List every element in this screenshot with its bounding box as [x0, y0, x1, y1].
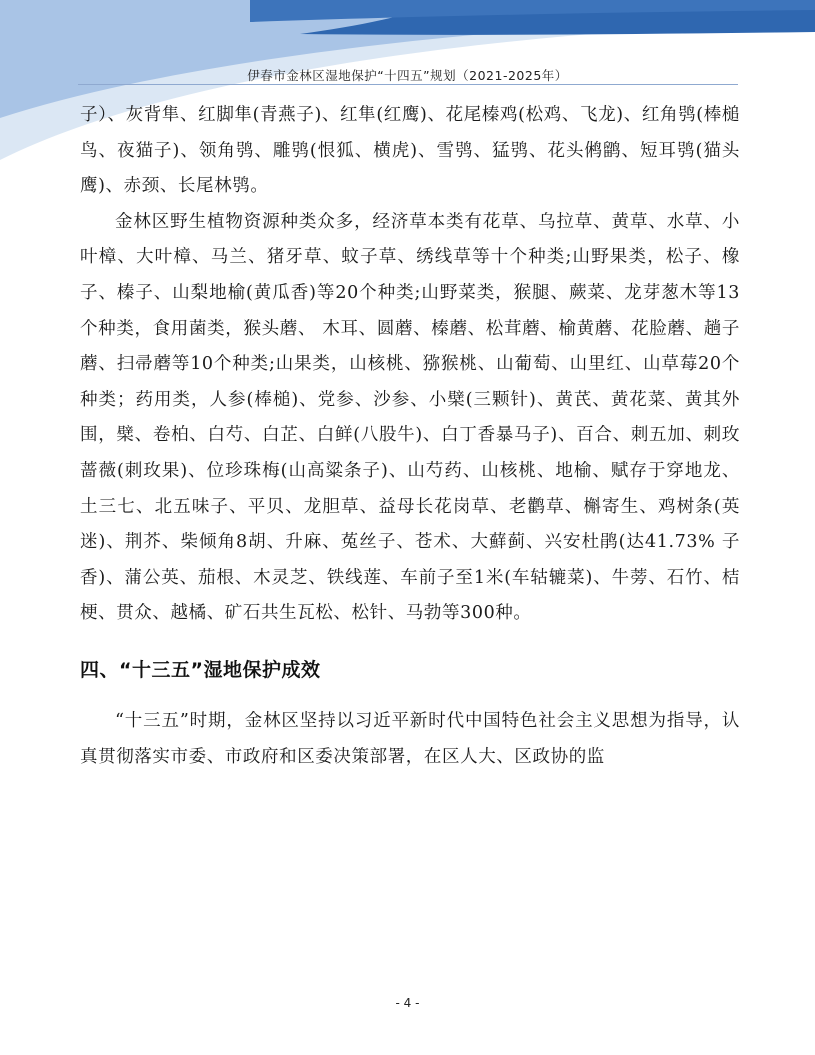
body-paragraph-achievements: “十三五”时期，金林区坚持以习近平新时代中国特色社会主义思想为指导，认真贯彻落实市委、市政府和区委决策部署，在区人大、区政协的监	[80, 710, 740, 767]
body-paragraph-bird-species: 子）、灰背隼、红脚隼(青燕子)、红隼(红鹰)、花尾榛鸡(松鸡、飞龙)、红角鸮(棒槌鸟、夜猫子)、领角鸮、雕鸮(恨狐、横虎)、雪鸮、猛鸮、花头鸺鹠、短耳鸮(猫头鹰)、赤颈、长尾林鸮。	[80, 105, 740, 197]
header-divider	[78, 84, 738, 85]
body-paragraph-plant-resources: 金林区野生植物资源种类众多，经济草本类有花草、乌拉草、黄草、水草、小叶樟、大叶樟、马兰、猪牙草、蚊子草、绣线草等十个种类;山野果类，松子、橡子、榛子、山梨地榆(黄瓜香)等20个种类;山野菜类，猴腿、蕨菜、龙芽葱木等13个种类，食用菌类，猴头蘑、 木耳、圆蘑、榛蘑、松茸蘑、榆黄蘑、花脸蘑、趟子蘑、扫帚蘑等10个种类;山果类，山核桃、猕猴桃、山葡萄、山里红、山草莓20个种类；药用类，人参(棒槌)、党参、沙参、小檗(三颗针)、黄芪、黄花菜、黄其外围，檗、卷柏、白芍、白芷、白鲜(八股牛)、白丁香暴马子)、百合、刺五加、刺玫蔷薇(刺玫果)、位珍珠梅(山高粱条子)、山芍药、山核桃、地榆、赋存于穿地龙、土三七、北五味子、平贝、龙胆草、益母长花岗草、老鹳草、槲寄生、鸡树条(英迷)、荆芥、柴倾角8胡、升麻、菟丝子、苍术、大蘚蓟、兴安杜鹃(达41.73% 子香)、蒲公英、茄根、木灵芝、铁线莲、车前子至1米(车轱辘菜)、牛蒡、石竹、桔梗、贯众、越橘、矿石共生瓦松、松针、马勃等300种。	[80, 211, 740, 624]
section-heading: 四、“十三五”湿地保护成效	[80, 658, 321, 681]
document-body	[80, 98, 740, 775]
page-number: - 4 -	[395, 996, 420, 1010]
running-header-title: 伊春市金林区湿地保护“十四五”规划（2021-2025年）	[247, 68, 568, 83]
